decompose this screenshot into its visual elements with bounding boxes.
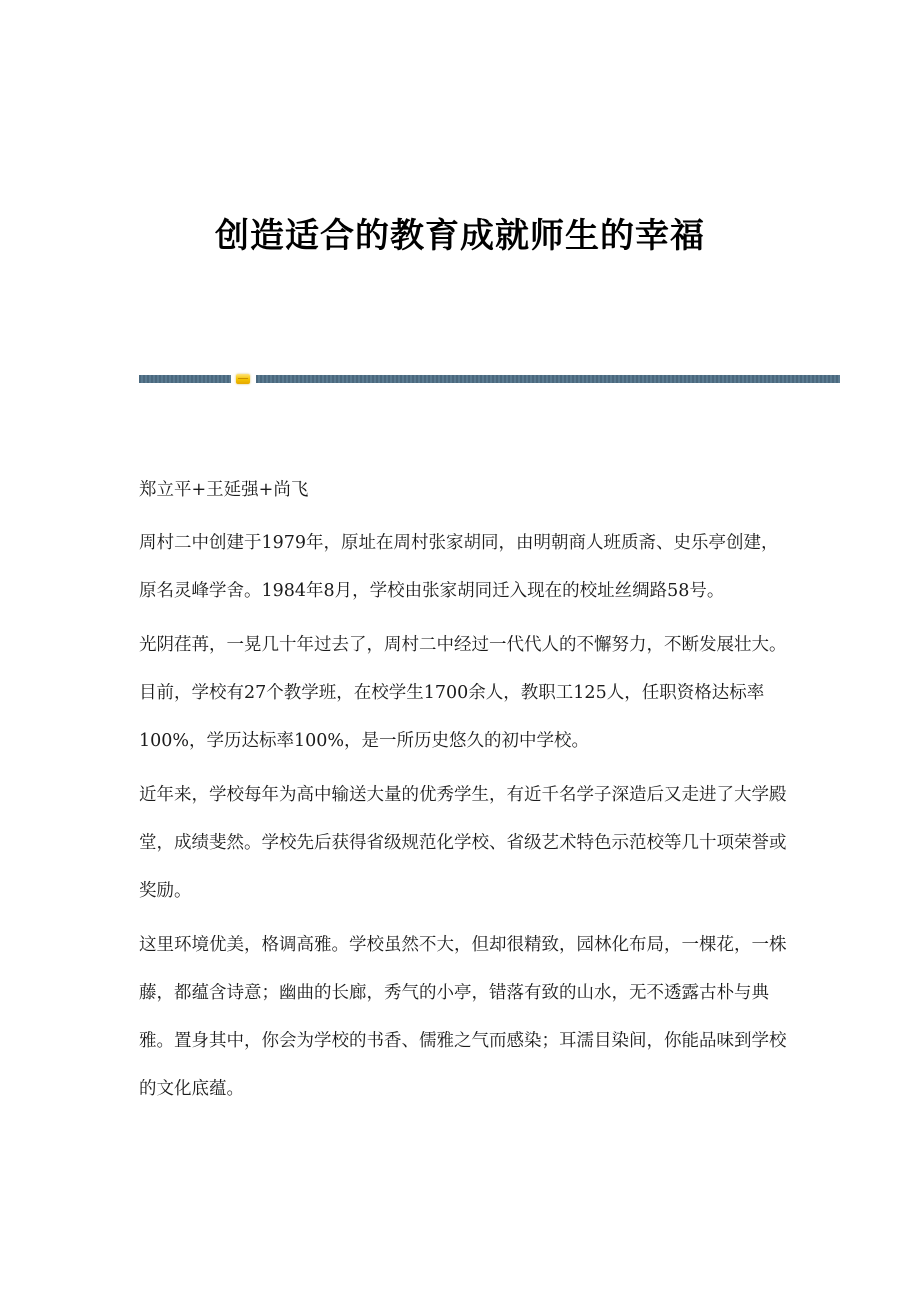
title-divider xyxy=(139,374,840,384)
divider-bar-left xyxy=(139,375,231,383)
gold-ornament-icon xyxy=(236,374,250,384)
paragraph-environment: 这里环境优美，格调高雅。学校虽然不大，但却很精致，园林化布局，一棵花，一株藤，都蕴含诗意；幽曲的长廊，秀气的小亭，错落有致的山水，无不透露古朴与典雅。置身其中，你会为学校的书香、儒雅之气而感染；耳濡目染间，你能品味到学校的文化底蕴。 xyxy=(139,935,787,1099)
paragraph-history: 周村二中创建于1979年，原址在周村张家胡同，由明朝商人班质斋、史乐亭创建，原名灵峰学舍。1984年8月，学校由张家胡同迁入现在的校址丝绸路58号。 xyxy=(139,533,779,601)
authors-line: 郑立平+王延强+尚飞 xyxy=(139,480,309,500)
paragraph-achievements: 近年来，学校每年为高中输送大量的优秀学生，有近千名学子深造后又走进了大学殿堂，成绩斐然。学校先后获得省级规范化学校、省级艺术特色示范校等几十项荣誉或奖励。 xyxy=(139,785,787,901)
paragraph-development: 光阴荏苒，一晃几十年过去了，周村二中经过一代代人的不懈努力，不断发展壮大。目前，学校有27个教学班，在校学生1700余人，教职工125人，任职资格达标率100%，学历达标率100%，是一所历史悠久的初中学校。 xyxy=(139,635,787,751)
divider-bar-right xyxy=(256,375,840,383)
document-body xyxy=(139,466,789,1119)
document-title: 创造适合的教育成就师生的幸福 xyxy=(215,216,705,256)
